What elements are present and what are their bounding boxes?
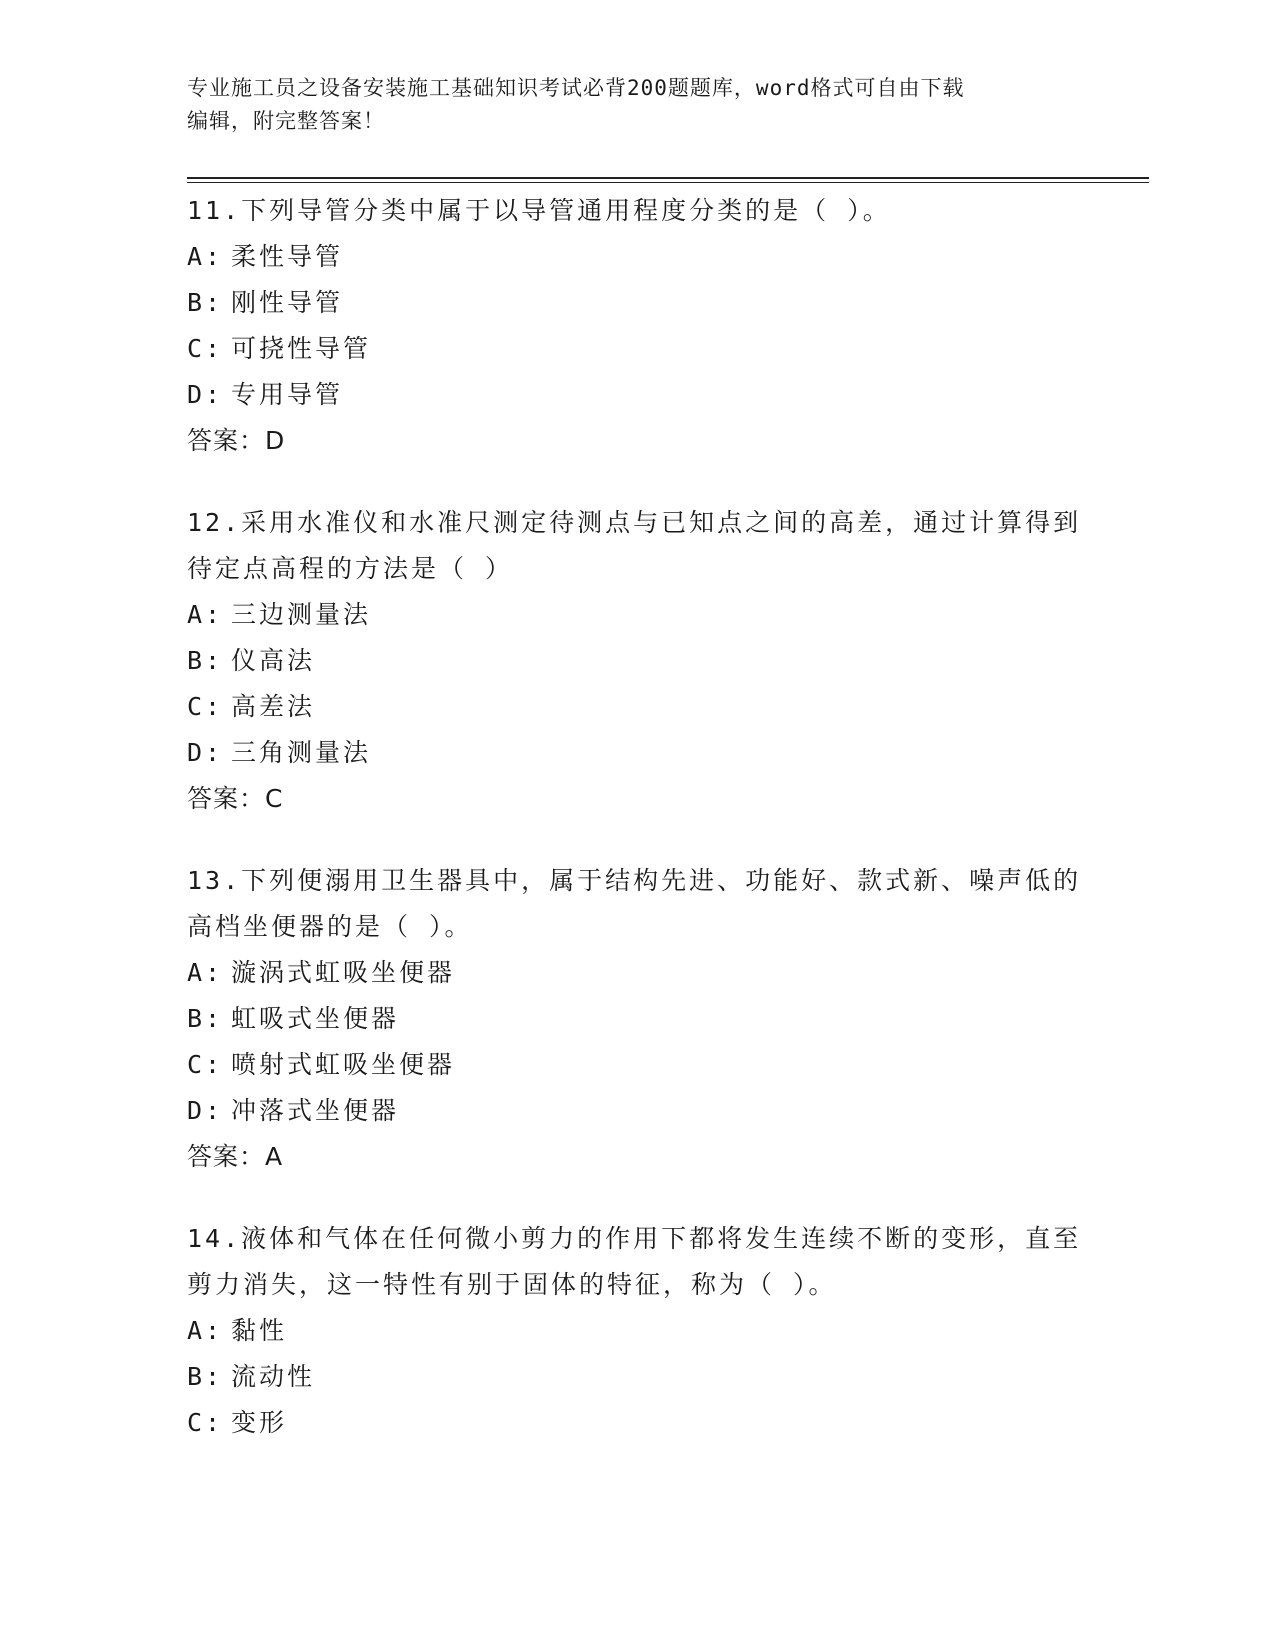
question-stem: 11.下列导管分类中属于以导管通用程度分类的是（ ）。: [187, 196, 891, 225]
option-a: [187, 592, 1087, 638]
option-letter: B:: [187, 1004, 224, 1033]
option-d: [187, 730, 1087, 776]
option-text: 流动性: [231, 1362, 316, 1391]
option-text: 虹吸式坐便器: [231, 1004, 400, 1033]
option-text: 冲落式坐便器: [231, 1096, 400, 1125]
option-d: [187, 1088, 1087, 1134]
option-letter: C:: [187, 1050, 224, 1079]
option-letter: D:: [187, 738, 224, 767]
option-letter: B:: [187, 1362, 224, 1391]
option-a: [187, 1308, 1087, 1354]
option-text: 黏性: [231, 1316, 288, 1345]
option-c: [187, 326, 1087, 372]
question-12: [187, 500, 1087, 822]
option-text: 专用导管: [231, 380, 344, 409]
option-b: [187, 638, 1087, 684]
option-text: 可挠性导管: [231, 334, 372, 363]
question-stem: 14.液体和气体在任何微小剪力的作用下都将发生连续不断的变形，直至剪力消失，这一特性有别于固体的特征，称为（ ）。: [187, 1224, 1082, 1299]
option-letter: A:: [187, 600, 224, 629]
answer-line: 答案：C: [187, 784, 284, 813]
option-c: [187, 1400, 1087, 1446]
option-text: 变形: [231, 1408, 288, 1437]
option-text: 漩涡式虹吸坐便器: [231, 958, 456, 987]
header-divider-thick: [187, 177, 1149, 179]
option-a: [187, 950, 1087, 996]
question-14: [187, 1216, 1087, 1446]
question-13: [187, 858, 1087, 1180]
answer-line: 答案：A: [187, 1142, 284, 1171]
option-letter: C:: [187, 692, 224, 721]
question-list: [187, 188, 1087, 1482]
option-text: 柔性导管: [231, 242, 344, 271]
option-text: 高差法: [231, 692, 316, 721]
option-a: [187, 234, 1087, 280]
header-divider-thin: [187, 182, 1149, 183]
option-b: [187, 280, 1087, 326]
header-line-1: 专业施工员之设备安装施工基础知识考试必背200题题库，word格式可自由下载: [187, 76, 965, 100]
document-header: [187, 72, 1067, 138]
option-text: 三角测量法: [231, 738, 372, 767]
option-letter: B:: [187, 288, 224, 317]
option-b: [187, 1354, 1087, 1400]
option-letter: A:: [187, 958, 224, 987]
option-text: 喷射式虹吸坐便器: [231, 1050, 456, 1079]
option-text: 仪高法: [231, 646, 316, 675]
header-line-2: 编辑，附完整答案！: [187, 109, 385, 133]
option-letter: B:: [187, 646, 224, 675]
question-stem: 12.采用水准仪和水准尺测定待测点与已知点之间的高差，通过计算得到待定点高程的方法是（ ）: [187, 508, 1082, 583]
question-11: [187, 188, 1087, 464]
option-letter: C:: [187, 1408, 224, 1437]
option-c: [187, 684, 1087, 730]
option-b: [187, 996, 1087, 1042]
option-d: [187, 372, 1087, 418]
answer-line: 答案：D: [187, 426, 286, 455]
option-text: 刚性导管: [231, 288, 344, 317]
option-c: [187, 1042, 1087, 1088]
option-letter: A:: [187, 242, 224, 271]
question-stem: 13.下列便溺用卫生器具中，属于结构先进、功能好、款式新、噪声低的高档坐便器的是（ ）。: [187, 866, 1082, 941]
option-letter: D:: [187, 1096, 224, 1125]
option-letter: C:: [187, 334, 224, 363]
option-text: 三边测量法: [231, 600, 372, 629]
option-letter: A:: [187, 1316, 224, 1345]
option-letter: D:: [187, 380, 224, 409]
